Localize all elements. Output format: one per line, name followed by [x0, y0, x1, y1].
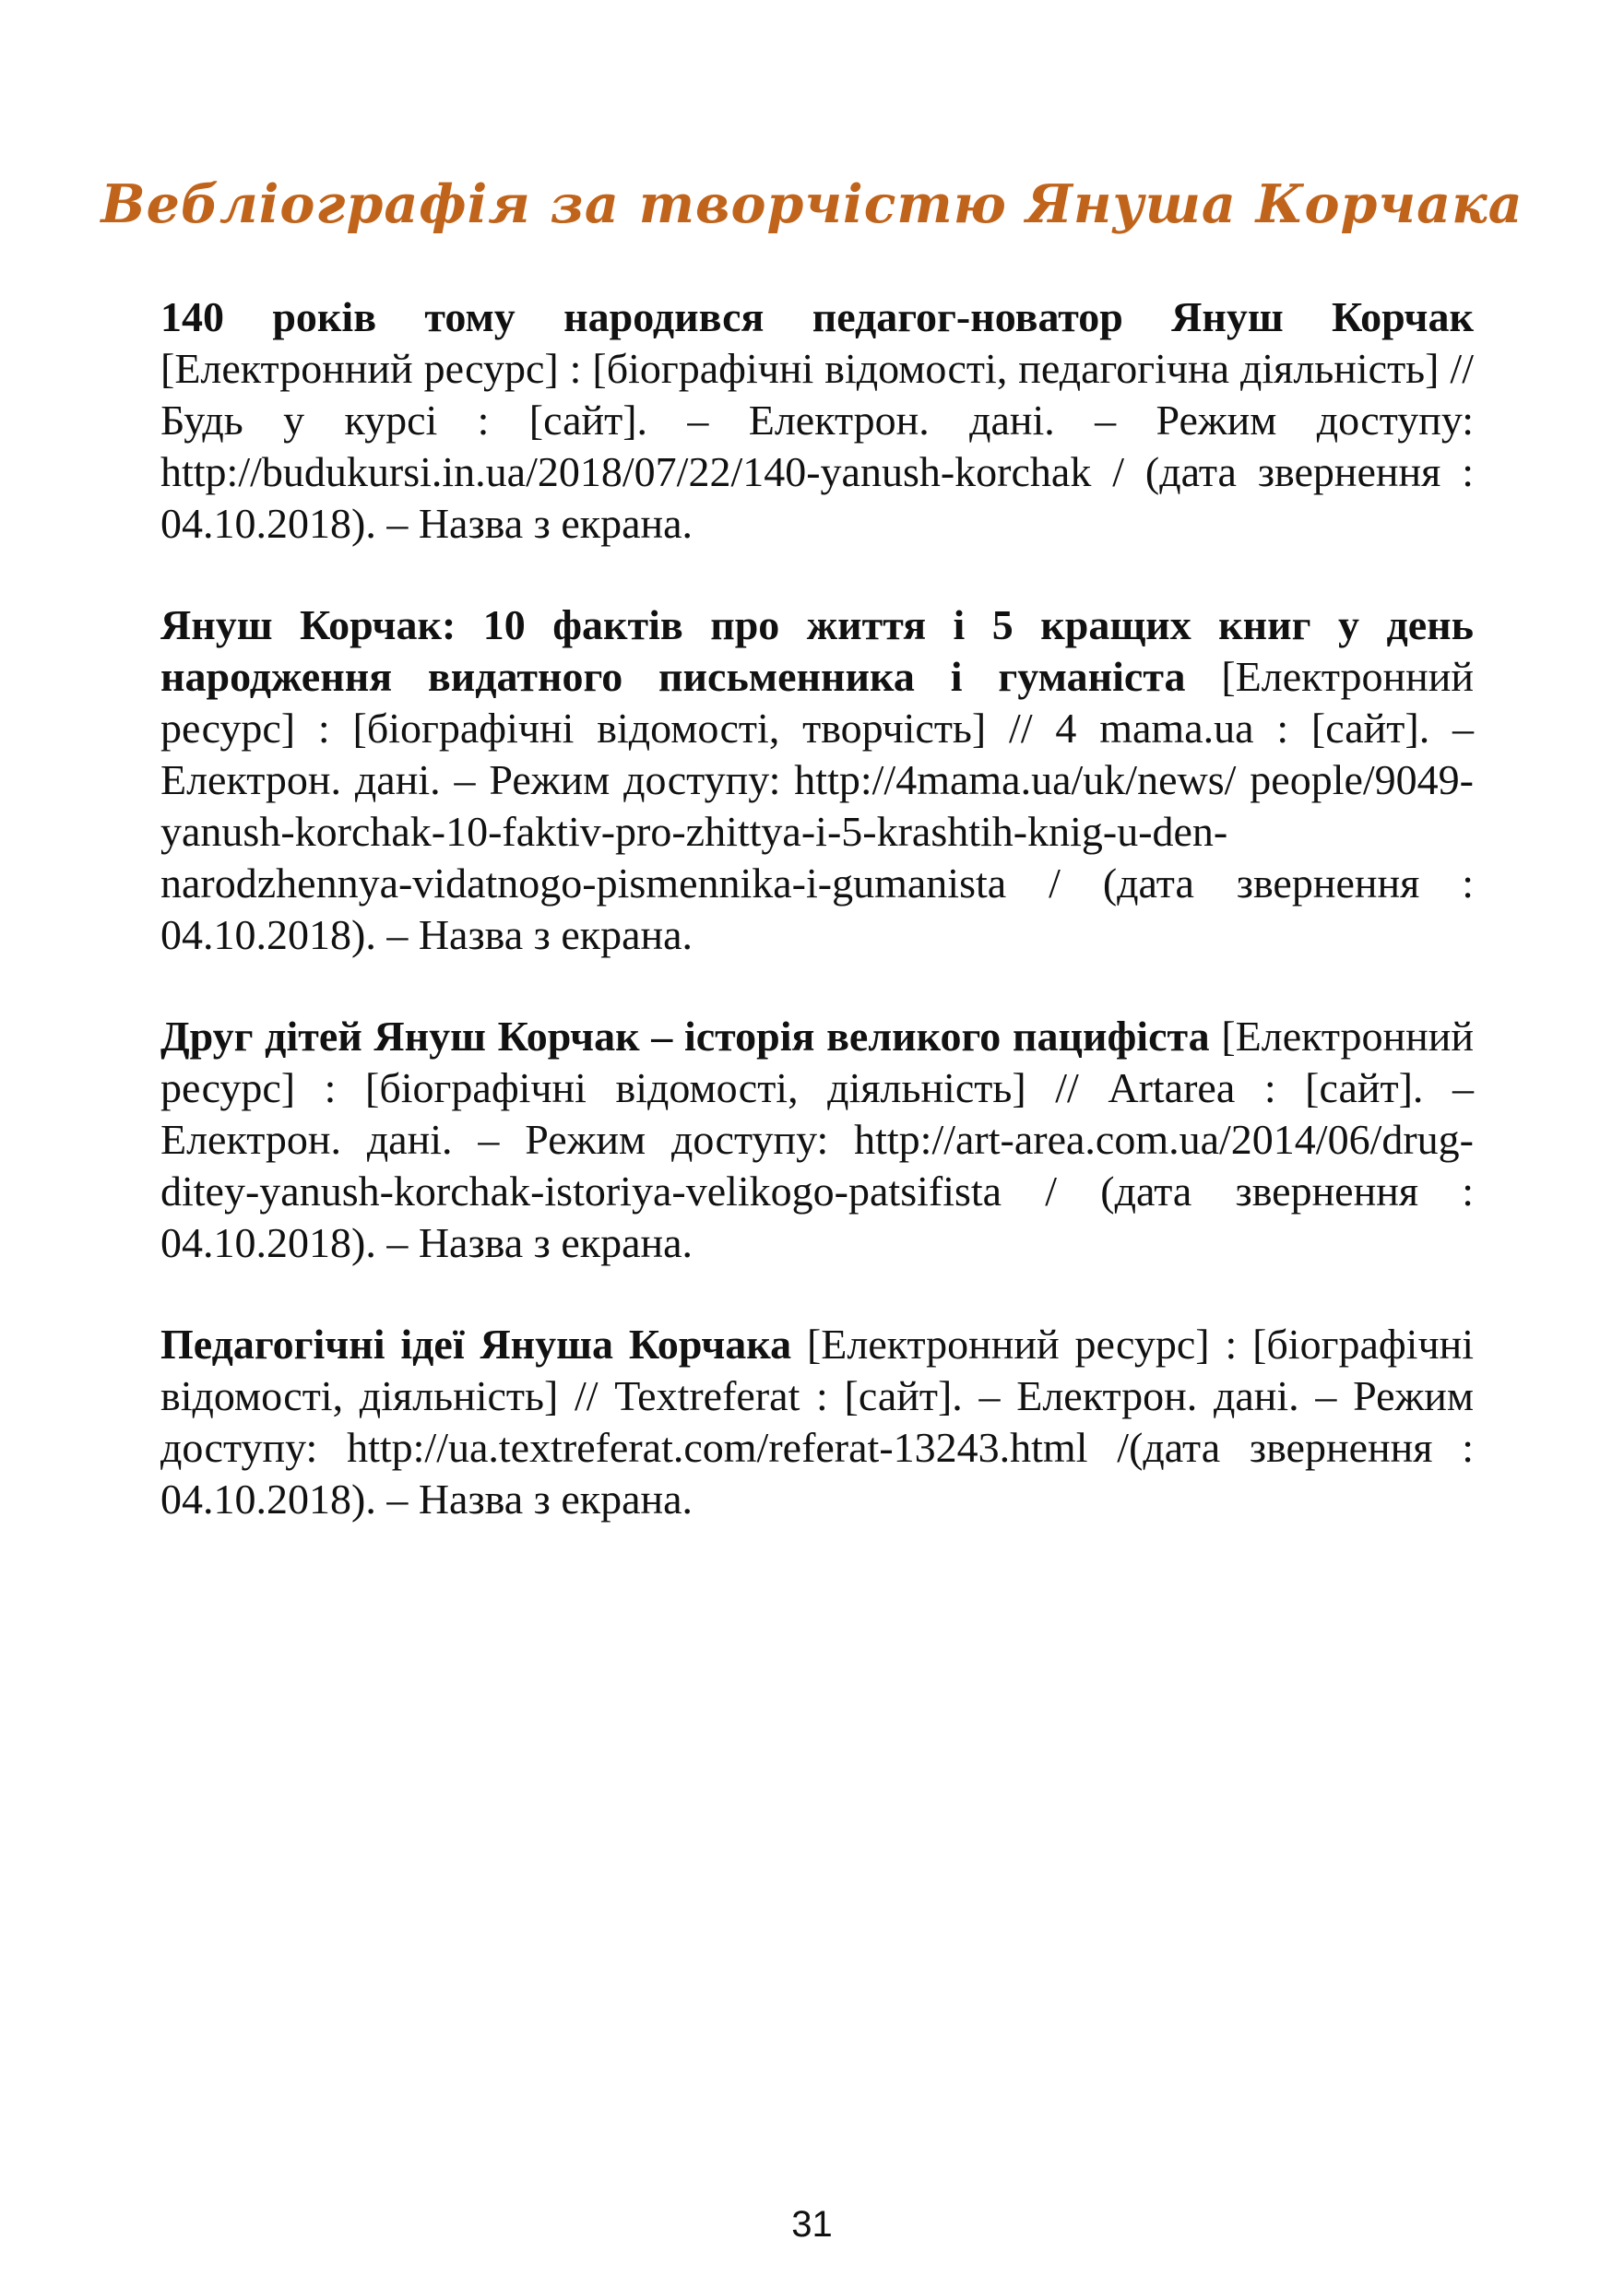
- entry-heading: Друг дітей Януш Корчак – історія великого пацифіста: [160, 1013, 1210, 1060]
- bibliography-entry: [160, 291, 1474, 550]
- page-number: 31: [791, 2204, 833, 2245]
- entry-body: [Електронний ресурс] : [біографічні відомості, творчість] // 4 mama.ua : [сайт]. – Електрон. дані. – Режим доступу: http://4mama.ua/uk/news/ people/9049-yanush-korchak-10-faktiv-pro-zhittya-i-5-krashtih-knig-u-den-narodzhennya-vidatnogo-pismennika-i-gumanista / (дата звернення : 04.10.2018). – Назва з екрана.: [160, 653, 1474, 958]
- entry-heading: 140 років тому народився педагог-новатор Януш Корчак: [160, 293, 1474, 340]
- bibliography-entry: [160, 1319, 1474, 1525]
- entry-heading: Педагогічні ідеї Януша Корчака: [160, 1321, 792, 1368]
- entry-body: [Електронний ресурс] : [біографічні відомості, діяльність] // Artarea : [сайт]. – Електрон. дані. – Режим доступу: http://art-area.com.ua/2014/06/drug-ditey-yanush-korchak-istoriya-velikogo-patsifista / (дата звернення : 04.10.2018). – Назва з екрана.: [160, 1013, 1474, 1266]
- bibliography-entry: [160, 599, 1474, 961]
- bibliography-entry: [160, 1011, 1474, 1269]
- bibliography-list: [160, 291, 1474, 1575]
- entry-heading: Януш Корчак: 10 фактів про життя і 5 кращих книг у день народження видатного письменника і гуманіста: [160, 601, 1474, 700]
- page-title: Вебліографія за творчістю Януша Корчака: [101, 173, 1523, 235]
- entry-body: [Електронний ресурс] : [біографічні відомості, діяльність] // Textreferat : [сайт]. – Електрон. дані. – Режим доступу: http://ua.textreferat.com/referat-13243.html /(дата звернення : 04.10.2018). – Назва з екрана.: [160, 1321, 1474, 1523]
- entry-body: [Електронний ресурс] : [біографічні відомості, педагогічна діяльність] // Будь у курсі : [сайт]. – Електрон. дані. – Режим доступу: http://budukursi.in.ua/2018/07/22/140-yanush-korchak / (дата звернення : 04.10.2018). – Назва з екрана.: [160, 345, 1474, 547]
